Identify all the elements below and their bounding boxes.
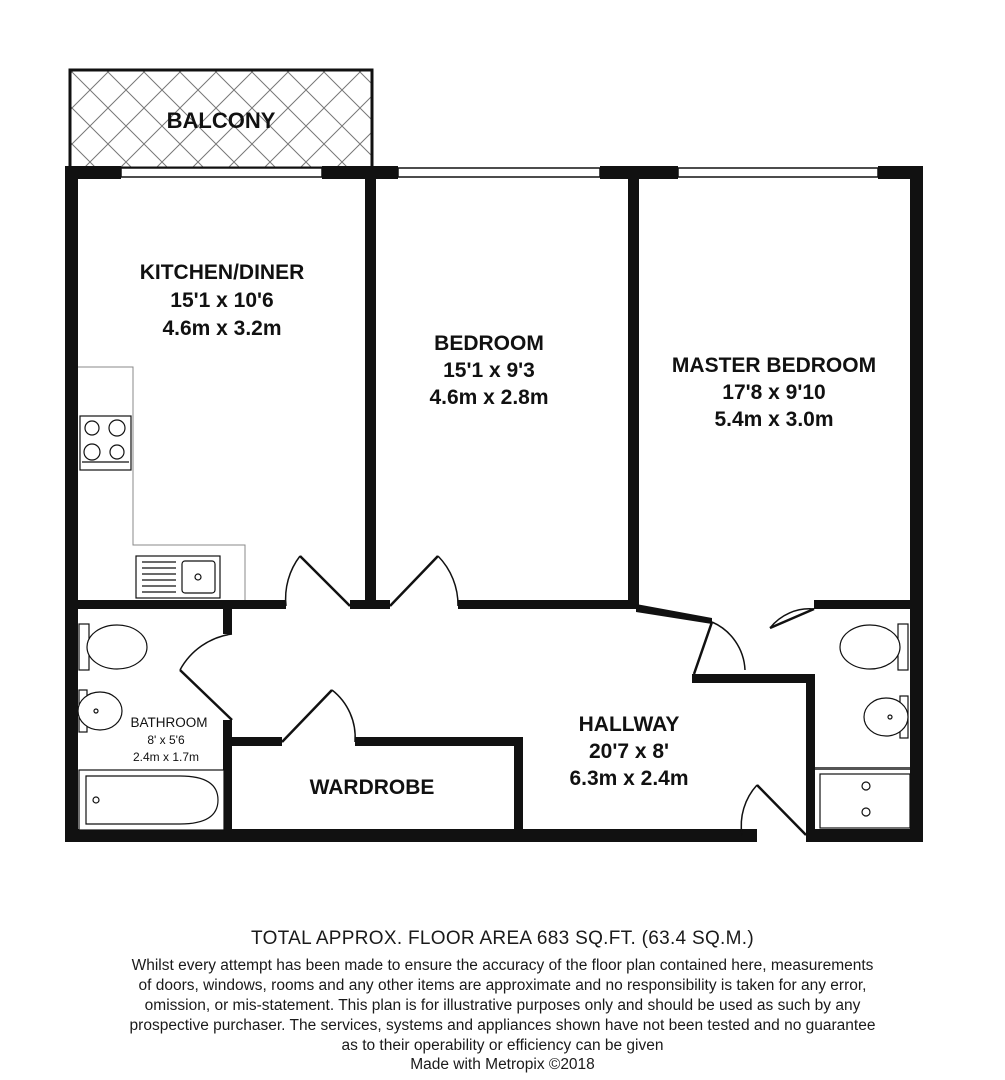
basin-icon [78, 690, 122, 732]
bedroom-metric: 4.6m x 2.8m [429, 386, 549, 409]
bedroom [429, 332, 548, 409]
bath-icon [79, 770, 224, 830]
kitchen-sink-icon [136, 556, 220, 598]
disclaimer-line: omission, or mis-statement. This plan is for illustrative purposes only and should be used as such by any [144, 997, 861, 1014]
balcony [70, 70, 372, 168]
shower-icon [820, 774, 910, 828]
disclaimer-line: as to their operability or efficiency can be given [341, 1037, 664, 1054]
windows [121, 168, 878, 177]
kitchen-diner [140, 261, 305, 340]
wardrobe [310, 776, 435, 799]
credit: Made with Metropix ©2018 [410, 1056, 595, 1073]
disclaimer-line: of doors, windows, rooms and any other items are approximate and no responsibility is taken for any error, [138, 977, 867, 994]
bathroom-imperial: 8' x 5'6 [147, 733, 185, 747]
master-bedroom-label: MASTER BEDROOM [671, 354, 877, 377]
bathroom-label: BATHROOM [130, 715, 208, 730]
master-bedroom-metric: 5.4m x 3.0m [714, 408, 834, 431]
bedroom-label: BEDROOM [434, 332, 544, 355]
master-bedroom-imperial: 17'8 x 9'10 [722, 381, 826, 404]
total-floor-area: TOTAL APPROX. FLOOR AREA 683 SQ.FT. (63.4 SQ.M.) [251, 928, 754, 949]
kitchen-diner-imperial: 15'1 x 10'6 [170, 289, 274, 312]
hallway-imperial: 20'7 x 8' [588, 740, 670, 763]
ensuite-toilet-icon [840, 624, 908, 670]
doors [180, 556, 814, 835]
toilet-icon [79, 624, 147, 670]
kitchen-diner-metric: 4.6m x 3.2m [162, 317, 282, 340]
wardrobe-label: WARDROBE [309, 776, 435, 799]
bathroom [131, 715, 208, 764]
master-bedroom [672, 354, 876, 431]
hob-icon [80, 416, 131, 470]
balcony-label: BALCONY [166, 108, 276, 133]
hallway-label: HALLWAY [578, 713, 680, 736]
hallway [569, 713, 688, 790]
hallway-metric: 6.3m x 2.4m [569, 767, 689, 790]
bathroom-metric: 2.4m x 1.7m [132, 750, 200, 764]
disclaimer [0, 956, 1005, 1056]
ensuite-basin-icon [864, 696, 908, 738]
disclaimer-line: prospective purchaser. The services, systems and appliances shown have not been tested and no guarantee [129, 1017, 876, 1034]
disclaimer-line: Whilst every attempt has been made to ensure the accuracy of the floor plan contained here, measurements [131, 957, 874, 974]
bedroom-imperial: 15'1 x 9'3 [443, 359, 535, 382]
kitchen-diner-label: KITCHEN/DINER [139, 261, 305, 284]
